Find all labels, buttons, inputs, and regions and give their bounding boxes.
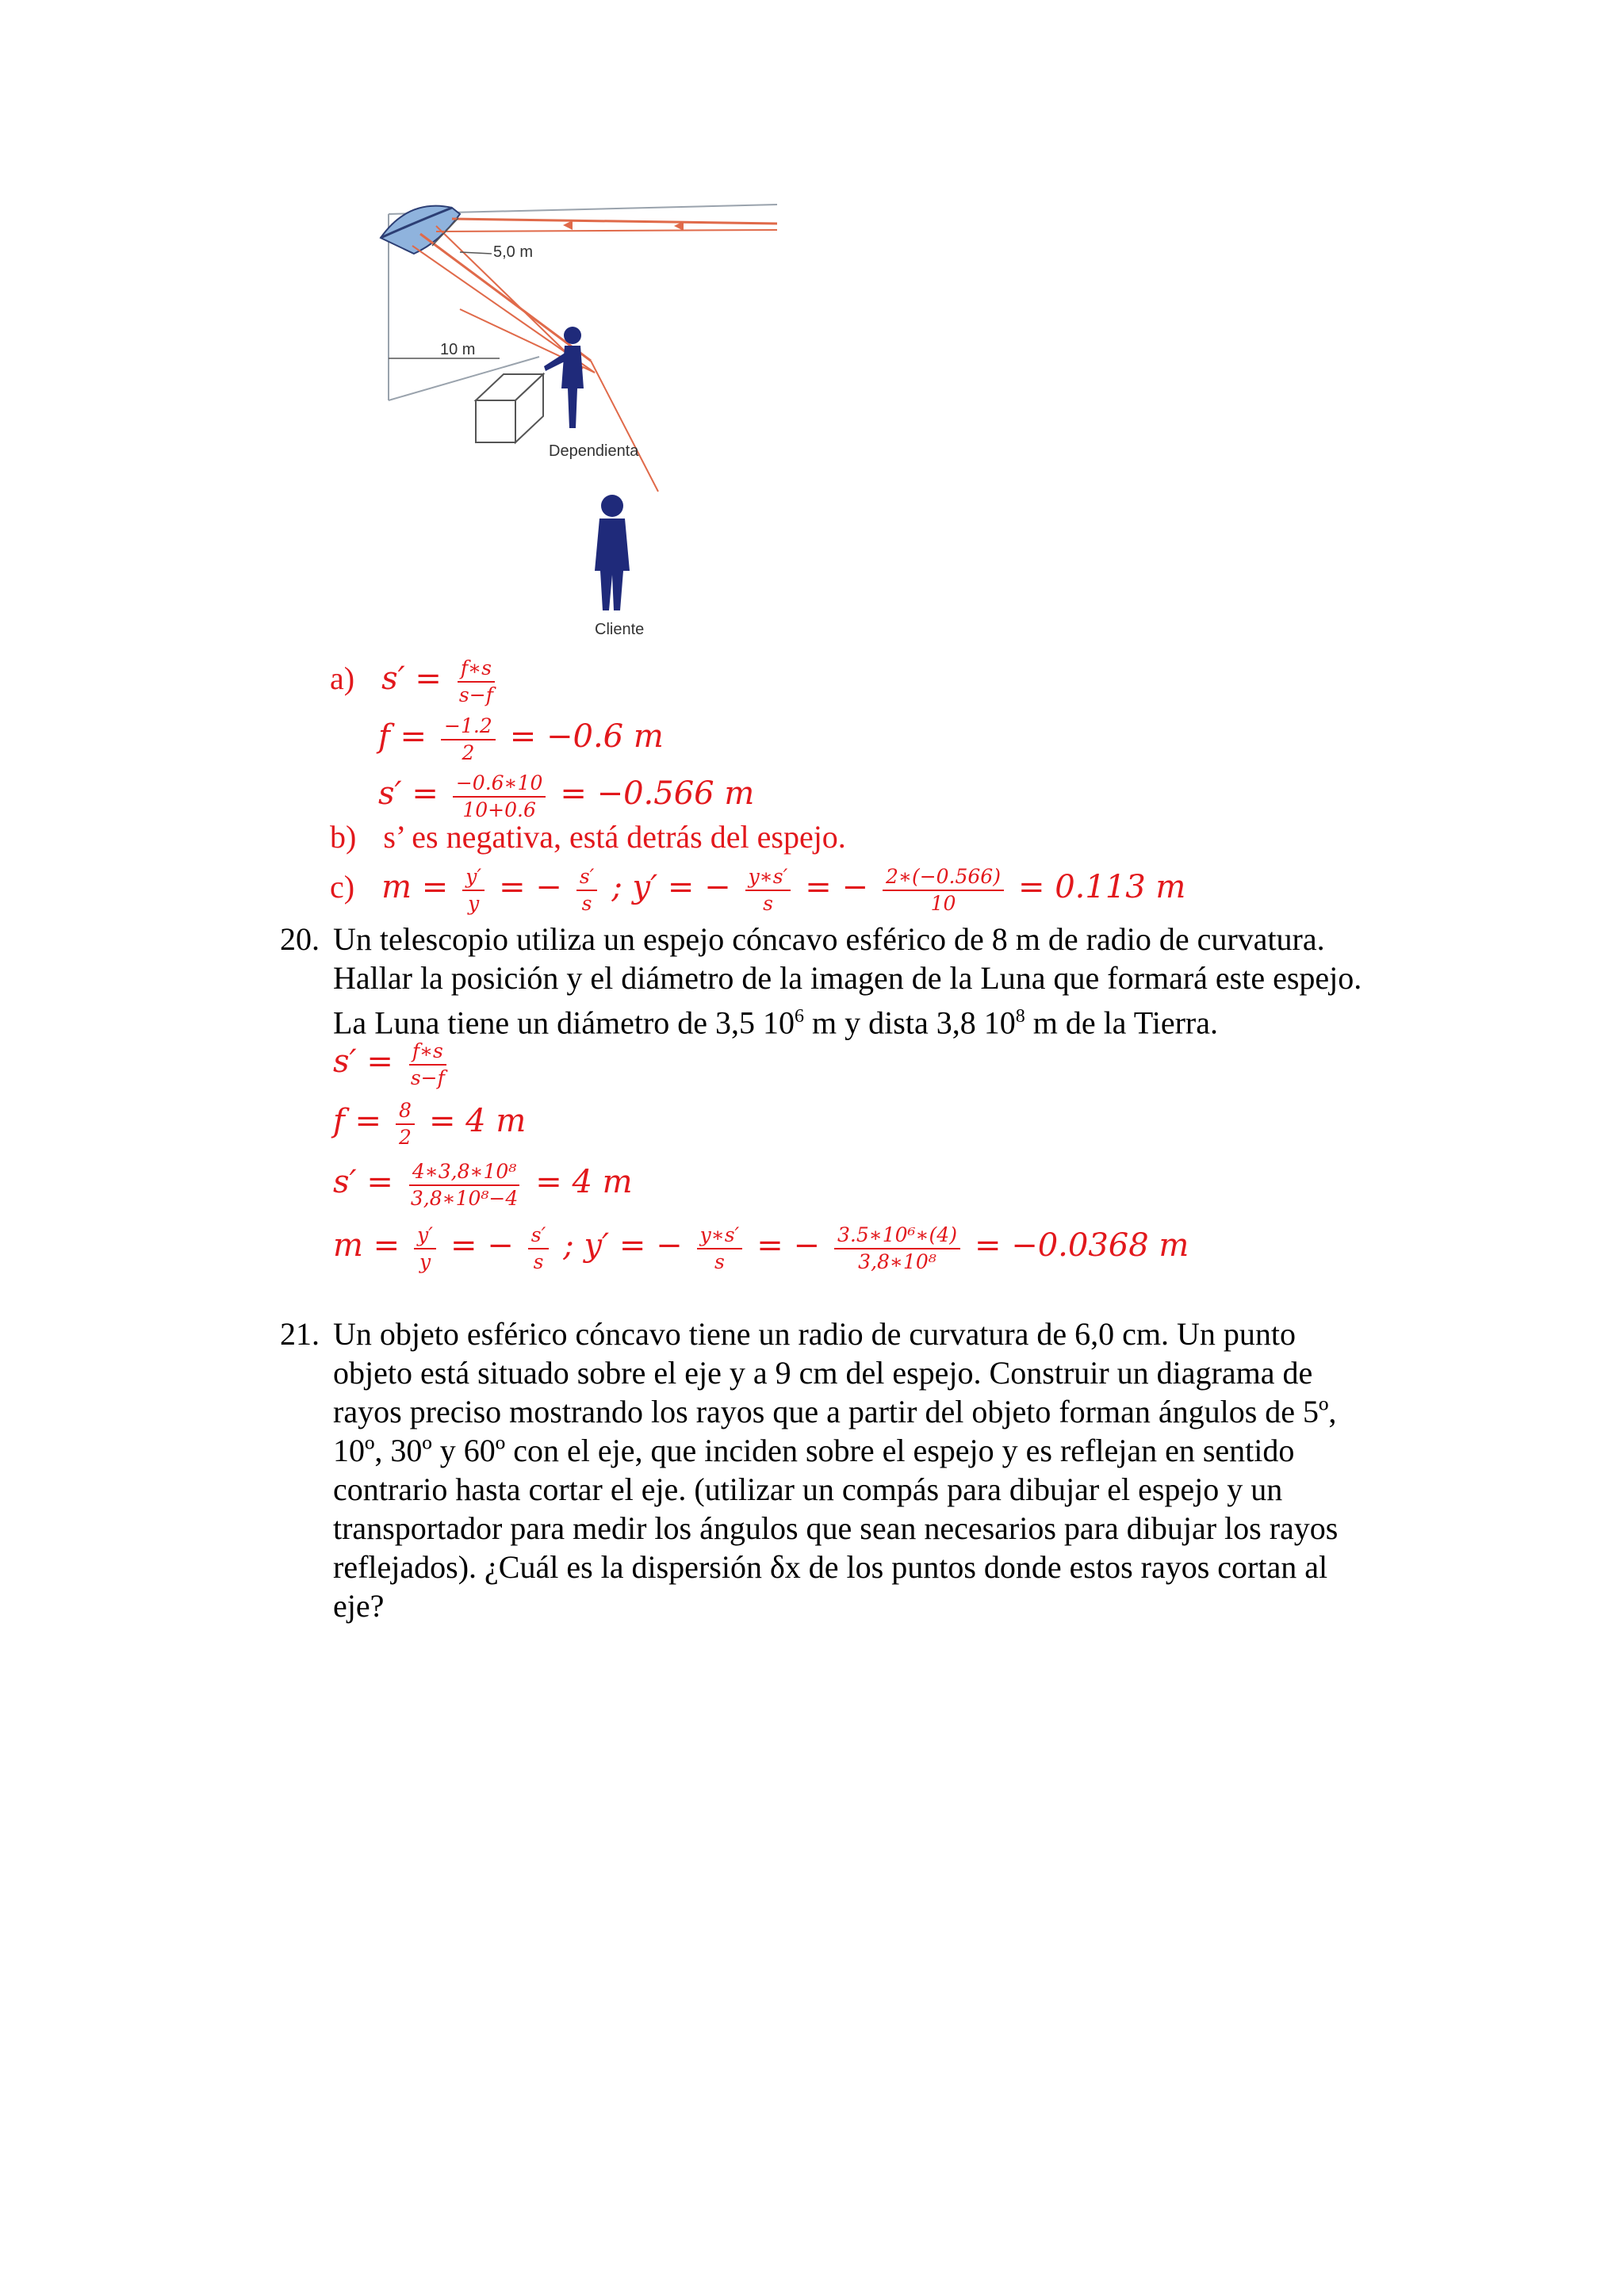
cliente-figure: [595, 495, 630, 610]
sol20-s: s′ = $\frac{f∗s}{s-f}$: [333, 1039, 454, 1091]
question-20: 20. Un telescopio utiliza un espejo cóncavo esférico de 8 m de radio de curvatura. Hallar la posición y el diámetro de la imagen de la Luna que formará este espejo. La Luna tiene un diámetro de 3,5 $10^6$ m y dista 3,8 $10^8$ m de la Tierra.: [280, 921, 1362, 1041]
sol19-s: s′ = $\frac{-0.6∗10}{10+0.6}$ = −0.566 m: [378, 771, 755, 821]
question-21: 21. Un objeto esférico cóncavo tiene un radio de curvatura de 6,0 cm. Un punto objeto está situado sobre el eje y a 9 cm del espejo. Construir un diagrama de rayos preciso mostrando los rayos que a partir del objeto forman ángulos de 5º, 10º, 30º y 60º con el eje, que inciden sobre el espejo y es reflejan en sentido contrario hasta cortar el eje. (utilizar un compás para dibujar el espejo y un transportador para medir los ángulos que sean necesarios para dibujar los rayos reflejados). ¿Cuál es la dispersión δx de los puntos donde estos rayos cortan al eje?: [280, 1316, 1339, 1624]
sol20-f: f = $\frac{8}{2}$ = 4 m: [333, 1099, 527, 1149]
question-21-number: 21.: [280, 1316, 320, 1352]
label-dependienta: Dependienta: [549, 442, 639, 460]
sol20-m: m = $\frac{y'}{y}$ = − $\frac{s'}{s}$ ; y′ = − $\frac{y∗s'}{s}$ = − $\frac{\text{3.5∗10⁶∗(4)}}{\text{3,8∗10⁸}}$ = −0.0368 m: [333, 1223, 1189, 1273]
sol19-a: a) s′ = $\frac{f∗s}{s-f}$: [330, 656, 503, 708]
sol19-b: b) s’ es negativa, está detrás del espejo.: [330, 819, 846, 855]
sol20-s2: s′ = $\frac{\text{4∗3,8∗10⁸}}{\text{3,8∗10⁸−4}}$ = 4 m: [333, 1160, 633, 1210]
sol19-f: f = $\frac{-1.2}{2}$ = −0.6 m: [378, 714, 664, 764]
label-cliente: Cliente: [595, 621, 645, 638]
mirror-store-figure: [365, 190, 809, 650]
label-5m: 5,0 m: [493, 243, 534, 261]
label-10m: 10 m: [440, 341, 476, 358]
question-20-number: 20.: [280, 921, 320, 957]
sol19-c: c) m = $\frac{y'}{y}$ = − $\frac{s'}{s}$ ; y′ = − $\frac{y∗s'}{s}$ = − $\frac{2∗(-0.566)}{10}$ = 0.113 m: [330, 865, 1186, 915]
